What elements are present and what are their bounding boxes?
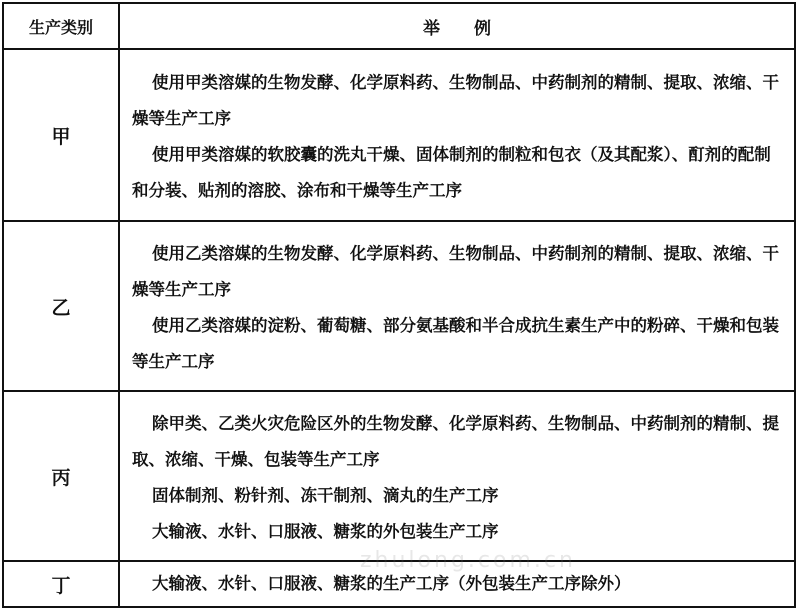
- table-row: [3, 391, 795, 561]
- category-cell: 乙: [3, 221, 119, 391]
- table-row: [3, 49, 795, 221]
- examples-cell: [119, 561, 795, 607]
- header-category: 生产类别: [3, 3, 119, 49]
- table-row: [3, 221, 795, 391]
- examples-cell: [119, 391, 795, 561]
- example-text: 使用乙类溶媒的淀粉、葡萄糖、部分氨基酸和半合成抗生素生产中的粉碎、干燥和包装等生产工序: [132, 316, 779, 371]
- header-examples: 举 例: [119, 3, 795, 49]
- example-text: 大输液、水针、口服液、糖浆的外包装生产工序: [152, 522, 499, 541]
- category-cell: 丙: [3, 391, 119, 561]
- examples-cell: [119, 49, 795, 221]
- table-row: [3, 561, 795, 607]
- example-text: 使用甲类溶媒的软胶囊的洗丸干燥、固体制剂的制粒和包衣（及其配浆）、酊剂的配制和分装、贴剂的溶胶、涂布和干燥等生产工序: [132, 145, 771, 200]
- examples-cell: [119, 221, 795, 391]
- production-category-table: [2, 2, 796, 608]
- watermark: zhulong.com.cn: [360, 548, 576, 573]
- category-cell: 甲: [3, 49, 119, 221]
- example-text: 固体制剂、粉针剂、冻干制剂、滴丸的生产工序: [152, 486, 499, 505]
- table-header-row: [3, 3, 795, 49]
- example-text: 使用甲类溶媒的生物发酵、化学原料药、生物制品、中药制剂的精制、提取、浓缩、干燥等生产工序: [132, 73, 779, 128]
- category-cell: 丁: [3, 561, 119, 607]
- example-text: 使用乙类溶媒的生物发酵、化学原料药、生物制品、中药制剂的精制、提取、浓缩、干燥等生产工序: [132, 244, 779, 299]
- example-text: 大输液、水针、口服液、糖浆的生产工序（外包装生产工序除外）: [152, 574, 631, 593]
- example-text: 除甲类、乙类火灾危险区外的生物发酵、化学原料药、生物制品、中药制剂的精制、提取、浓缩、干燥、包装等生产工序: [132, 414, 779, 469]
